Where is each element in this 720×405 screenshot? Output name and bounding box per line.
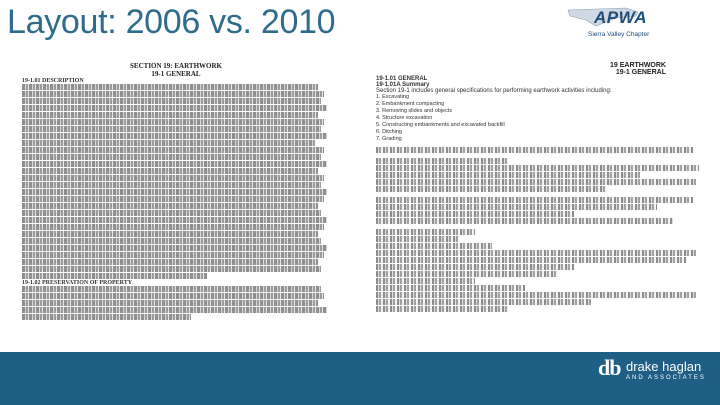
footer-bar [0,352,720,405]
slide-title: Layout: 2006 vs. 2010 [7,3,336,41]
spec-2010-heading-summary: 19-1.01A Summary [376,82,430,88]
list-item: 7. Grading [376,136,402,142]
list-item: 5. Constructing embankments and excavated backfill [376,122,505,128]
list-item: 1. Excavating [376,94,410,100]
spec-2010-section-title: 19 EARTHWORK [609,62,666,69]
spec-2006-section-title: SECTION 19: EARTHWORK [130,62,222,70]
apwa-chapter-label: Sierra Valley Chapter [588,31,650,38]
document-comparison [12,62,708,345]
spec-2010-heading-general: 19-1.01 GENERAL [376,76,428,82]
list-item: 6. Ditching [376,129,402,135]
spec-2006-body-text-2 [22,286,330,320]
list-item: 3. Removing slides and objects [376,108,453,114]
list-item: 2. Embankment compacting [376,101,445,107]
spec-2006-page [22,62,330,345]
brand-name: drake haglan [626,359,702,374]
spec-2010-page [376,62,706,345]
spec-2006-heading-preservation: 19-1.02 PRESERVATION OF PROPERTY [22,280,133,286]
spec-2010-activity-list [376,94,706,143]
spec-2006-subtitle: 19-1 GENERAL [151,70,201,78]
apwa-logo [566,4,686,44]
db-monogram: db [598,355,621,380]
spec-2010-subtitle: 19-1 GENERAL [615,69,666,76]
apwa-wordmark: APWA [594,8,647,27]
spec-2006-heading-description: 19-1.01 DESCRIPTION [22,78,84,84]
brand-subtitle: AND ASSOCIATES [626,375,706,381]
spec-2006-body-text [22,84,330,279]
spec-2010-summary-text: Section 19-1 includes general specifications for performing earthwork activities including: [376,88,612,94]
spec-2010-body-text [376,147,706,312]
list-item: 4. Structure excavation [376,115,433,121]
